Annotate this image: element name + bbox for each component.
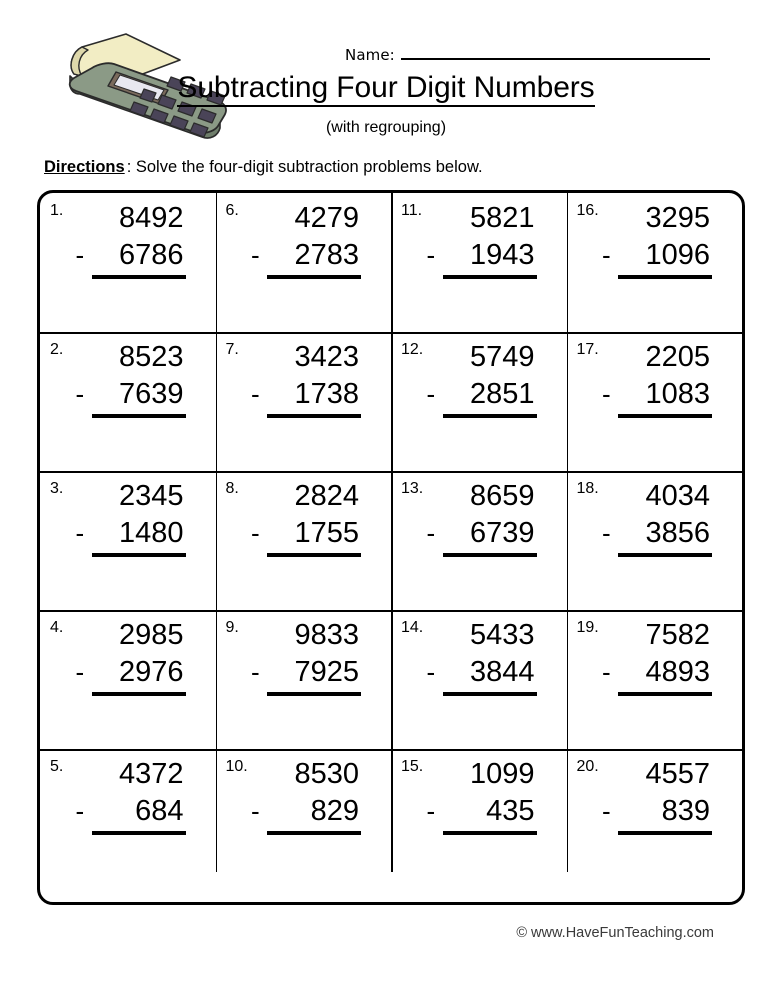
minus-sign-icon: -: [426, 379, 436, 409]
minus-sign-icon: -: [426, 657, 436, 687]
problem-body: [600, 757, 712, 835]
problem-body: [74, 618, 186, 696]
subtrahend-row: [249, 655, 361, 689]
subtraction-problem[interactable]: [567, 610, 743, 749]
subtrahend: 2851: [469, 378, 535, 410]
subtraction-problem[interactable]: [391, 332, 567, 471]
minus-sign-icon: -: [602, 657, 611, 687]
subtraction-problem[interactable]: [40, 610, 216, 749]
minuend: 8659: [469, 480, 535, 512]
problem-cell[interactable]: [391, 193, 567, 332]
worksheet-header: [0, 0, 772, 176]
problem-number: 4.: [50, 619, 64, 636]
problem-body: [74, 201, 186, 279]
directions-label: Directions: [44, 158, 125, 176]
page-title-text: Subtracting Four Digit Numbers: [177, 71, 594, 107]
minuend: 8523: [118, 341, 184, 373]
subtraction-problem[interactable]: [216, 193, 392, 332]
subtrahend-row: [249, 377, 361, 411]
subtrahend-row: [74, 516, 186, 550]
problem-cell[interactable]: [567, 471, 743, 610]
subtraction-problem[interactable]: [391, 471, 567, 610]
subtrahend-row: [600, 516, 712, 550]
subtraction-problem[interactable]: [567, 471, 743, 610]
answer-rule: [92, 414, 186, 418]
subtrahend: 7925: [294, 656, 359, 688]
problem-body: [600, 618, 712, 696]
problem-number: 11.: [401, 202, 423, 219]
footer: [0, 925, 772, 941]
minuend: 5821: [469, 202, 535, 234]
minuend: 3295: [645, 202, 710, 234]
problem-body: [74, 479, 186, 557]
subtrahend-row: [74, 377, 186, 411]
subtraction-problem[interactable]: [391, 193, 567, 332]
problem-body: [600, 201, 712, 279]
subtrahend: 1480: [118, 517, 184, 549]
problem-number: 18.: [576, 480, 599, 497]
answer-rule: [267, 275, 361, 279]
minus-sign-icon: -: [602, 240, 611, 270]
problem-cell[interactable]: [567, 332, 743, 471]
minus-sign-icon: -: [602, 796, 611, 826]
problem-cell[interactable]: [40, 193, 216, 332]
problem-number: 19.: [576, 619, 599, 636]
subtrahend-row: [74, 794, 186, 828]
subtraction-problem[interactable]: [40, 193, 216, 332]
minus-sign-icon: -: [251, 657, 260, 687]
minus-sign-icon: -: [75, 379, 85, 409]
subtrahend: 7639: [118, 378, 184, 410]
minuend: 7582: [645, 619, 710, 651]
subtraction-problem[interactable]: [216, 332, 392, 471]
subtrahend-row: [425, 377, 537, 411]
minus-sign-icon: -: [251, 796, 260, 826]
answer-rule: [443, 692, 537, 696]
subtraction-problem[interactable]: [567, 193, 743, 332]
problem-cell[interactable]: [391, 332, 567, 471]
problem-cell[interactable]: [216, 332, 392, 471]
copyright-text: © www.HaveFunTeaching.com: [516, 925, 714, 941]
page-title: [0, 70, 772, 106]
minuend: 8492: [118, 202, 184, 234]
problem-body: [249, 618, 361, 696]
minuend: 8530: [294, 758, 359, 790]
problem-cell[interactable]: [216, 471, 392, 610]
minuend: 5433: [469, 619, 535, 651]
subtrahend-row: [600, 655, 712, 689]
minuend: 5749: [469, 341, 535, 373]
subtraction-problem[interactable]: [216, 471, 392, 610]
subtrahend-row: [74, 238, 186, 272]
problem-body: [425, 618, 537, 696]
subtraction-problem[interactable]: [40, 332, 216, 471]
problem-row: [40, 749, 742, 888]
answer-rule: [443, 831, 537, 835]
problem-grid: [37, 190, 745, 905]
minus-sign-icon: -: [426, 240, 436, 270]
minuend: 9833: [294, 619, 359, 651]
problem-body: [600, 340, 712, 418]
problem-row: [40, 610, 742, 749]
minus-sign-icon: -: [602, 518, 611, 548]
problem-row: [40, 193, 742, 332]
problem-number: 17.: [576, 341, 599, 358]
subtrahend: 2976: [118, 656, 184, 688]
subtraction-problem[interactable]: [567, 749, 743, 888]
subtraction-problem[interactable]: [391, 610, 567, 749]
answer-rule: [267, 414, 361, 418]
page-subtitle: (with regrouping): [325, 119, 447, 136]
problem-cell[interactable]: [40, 332, 216, 471]
subtraction-problem[interactable]: [40, 749, 216, 888]
minuend: 2985: [118, 619, 184, 651]
problem-row: [40, 332, 742, 471]
subtrahend: 684: [135, 795, 184, 827]
problem-number: 15.: [401, 758, 424, 775]
subtrahend-row: [600, 794, 712, 828]
problem-body: [249, 757, 361, 835]
problem-body: [249, 340, 361, 418]
subtrahend: 2783: [294, 239, 359, 271]
minus-sign-icon: -: [75, 796, 85, 826]
subtrahend: 1083: [645, 378, 710, 410]
subtrahend-row: [600, 238, 712, 272]
subtraction-problem[interactable]: [40, 471, 216, 610]
minus-sign-icon: -: [75, 518, 85, 548]
problem-number: 9.: [225, 619, 239, 636]
subtrahend-row: [425, 238, 537, 272]
problem-number: 12.: [401, 341, 424, 358]
minuend: 1099: [469, 758, 535, 790]
minuend: 2345: [118, 480, 184, 512]
problem-cell[interactable]: [40, 749, 216, 888]
answer-rule: [92, 831, 186, 835]
subtrahend: 1943: [469, 239, 535, 271]
problem-number: 3.: [50, 480, 64, 497]
subtraction-problem[interactable]: [391, 749, 567, 888]
subtrahend: 4893: [645, 656, 710, 688]
directions: [44, 157, 483, 177]
minuend: 4279: [294, 202, 359, 234]
subtrahend: 3844: [469, 656, 535, 688]
subtrahend-row: [600, 377, 712, 411]
problem-cell[interactable]: [567, 610, 743, 749]
minus-sign-icon: -: [426, 518, 436, 548]
name-field[interactable]: [345, 44, 710, 68]
subtrahend: 6739: [469, 517, 535, 549]
problem-body: [425, 757, 537, 835]
answer-rule: [92, 275, 186, 279]
problem-number: 14.: [401, 619, 424, 636]
subtrahend-row: [249, 516, 361, 550]
problem-cell[interactable]: [40, 610, 216, 749]
problem-number: 10.: [225, 758, 248, 775]
minus-sign-icon: -: [75, 240, 85, 270]
problem-number: 7.: [225, 341, 239, 358]
answer-rule: [618, 831, 712, 835]
name-write-line[interactable]: [401, 44, 710, 60]
subtrahend-row: [249, 794, 361, 828]
answer-rule: [267, 692, 361, 696]
minus-sign-icon: -: [602, 379, 611, 409]
problem-number: 2.: [50, 341, 64, 358]
answer-rule: [92, 553, 186, 557]
problem-number: 6.: [225, 202, 239, 219]
answer-rule: [267, 553, 361, 557]
subtrahend: 435: [486, 795, 535, 827]
problem-number: 20.: [576, 758, 599, 775]
answer-rule: [443, 553, 537, 557]
name-label: Name:: [345, 46, 395, 64]
problem-body: [425, 340, 537, 418]
subtrahend: 839: [661, 795, 710, 827]
minuend: 4034: [645, 480, 710, 512]
subtraction-problem[interactable]: [216, 610, 392, 749]
answer-rule: [618, 414, 712, 418]
problem-number: 1.: [50, 202, 64, 219]
problem-body: [74, 757, 186, 835]
answer-rule: [267, 831, 361, 835]
problem-body: [600, 479, 712, 557]
answer-rule: [618, 275, 712, 279]
answer-rule: [443, 275, 537, 279]
problem-number: 13.: [401, 480, 424, 497]
problem-cell[interactable]: [216, 193, 392, 332]
problem-cell[interactable]: [391, 749, 567, 888]
minus-sign-icon: -: [251, 240, 260, 270]
problem-body: [249, 201, 361, 279]
problem-cell[interactable]: [567, 749, 743, 888]
problem-body: [74, 340, 186, 418]
subtrahend: 1755: [294, 517, 359, 549]
problem-row: [40, 471, 742, 610]
problem-cell[interactable]: [216, 610, 392, 749]
problem-cell[interactable]: [216, 749, 392, 888]
answer-rule: [443, 414, 537, 418]
problem-cell[interactable]: [40, 471, 216, 610]
problem-body: [249, 479, 361, 557]
problem-cell[interactable]: [391, 610, 567, 749]
problem-body: [425, 201, 537, 279]
subtrahend: 1096: [645, 239, 710, 271]
minus-sign-icon: -: [75, 657, 85, 687]
minuend: 2824: [294, 480, 359, 512]
subtrahend: 3856: [645, 517, 710, 549]
problem-cell[interactable]: [567, 193, 743, 332]
subtrahend: 1738: [294, 378, 359, 410]
subtrahend: 829: [310, 795, 359, 827]
answer-rule: [92, 692, 186, 696]
subtrahend-row: [425, 794, 537, 828]
subtraction-problem[interactable]: [216, 749, 392, 888]
minuend: 4372: [118, 758, 184, 790]
problem-number: 16.: [576, 202, 599, 219]
subtrahend-row: [249, 238, 361, 272]
subtraction-problem[interactable]: [567, 332, 743, 471]
minuend: 3423: [294, 341, 359, 373]
minus-sign-icon: -: [251, 379, 260, 409]
minuend: 4557: [645, 758, 710, 790]
answer-rule: [618, 553, 712, 557]
minus-sign-icon: -: [426, 796, 436, 826]
problem-number: 8.: [225, 480, 239, 497]
subtrahend-row: [425, 655, 537, 689]
problem-body: [425, 479, 537, 557]
subtrahend-row: [74, 655, 186, 689]
subtrahend: 6786: [118, 239, 184, 271]
problem-number: 5.: [50, 758, 64, 775]
problem-cell[interactable]: [391, 471, 567, 610]
directions-text: : Solve the four-digit subtraction problems below.: [126, 158, 483, 176]
subtrahend-row: [425, 516, 537, 550]
minus-sign-icon: -: [251, 518, 260, 548]
minuend: 2205: [645, 341, 710, 373]
problem-grid-inner: [40, 193, 742, 902]
answer-rule: [618, 692, 712, 696]
